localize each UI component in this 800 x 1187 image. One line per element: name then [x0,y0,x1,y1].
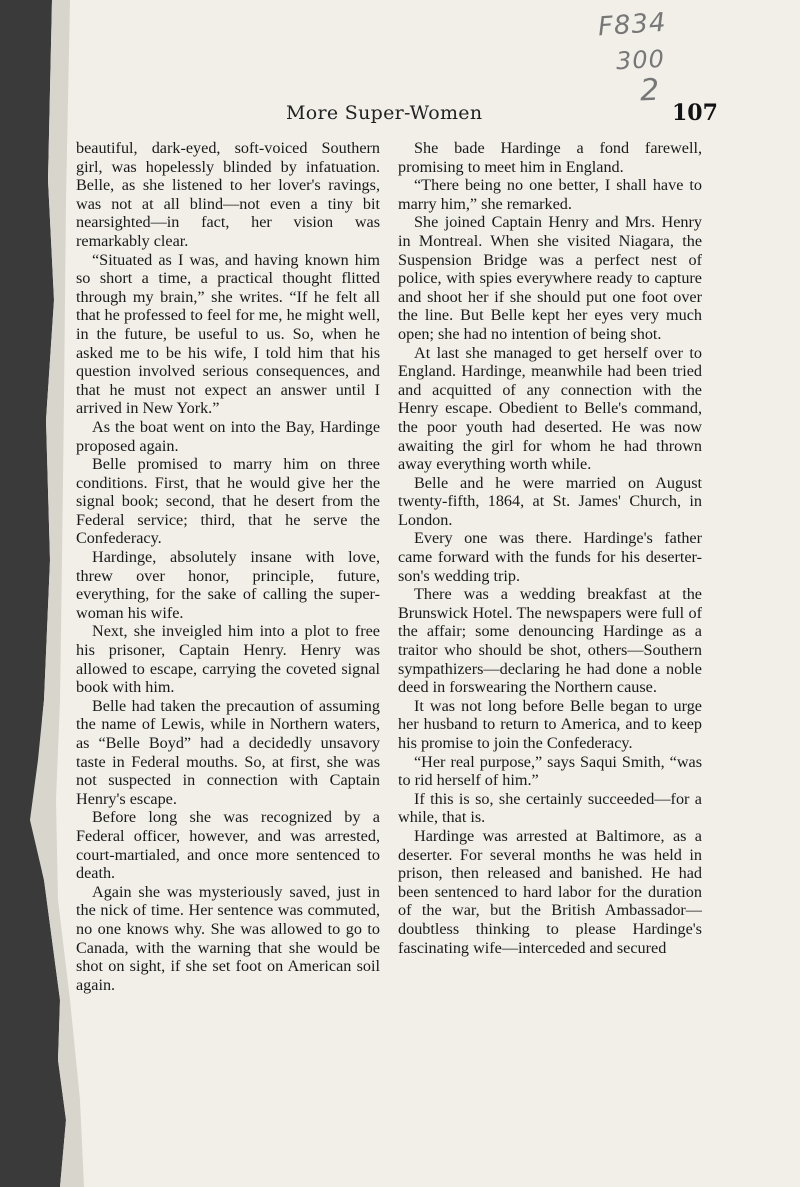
paragraph: It was not long before Belle began to urge her husband to return to America, and to keep his promise to join the Confederacy. [398,696,702,752]
paragraph: She bade Hardinge a fond farewell, promising to meet him in England. [398,139,702,176]
paragraph: As the boat went on into the Bay, Hardinge proposed again. [76,417,380,455]
paragraph: Every one was there. Hardinge's father came forward with the funds for his deserter-son's wedding trip. [398,529,702,585]
paragraph: “Situated as I was, and having known him so short a time, a practical thought flitted through my brain,” she writes. “If he felt all that he professed to feel for me, he might well, in the future, be useful to us. So, when he asked me to be his wife, I told him that his question involved serious consequences, and that he must not expect an answer until I arrived in New York.” [76,250,380,418]
handwritten-annotation: 300 [615,44,666,76]
paragraph: Hardinge, absolutely insane with love, threw over honor, principle, future, everything, for the sake of calling the super-woman his wife. [76,548,380,622]
paragraph: Belle had taken the precaution of assuming the name of Lewis, while in Northern waters, as “Belle Boyd” had a decidedly unsavory taste in Federal mouths. So, at first, she was not suspected in connection with Captain Henry's escape. [76,696,380,808]
paragraph: Hardinge was arrested at Baltimore, as a deserter. For several months he was held in prison, then released and banished. He had been sentenced to hard labor for the duration of the war, but the British Ambassador—doubtless thinking to please Hardinge's fascinating wife—interceded and secured [398,826,702,957]
paragraph: There was a wedding breakfast at the Brunswick Hotel. The newspapers were full of the affair; some denouncing Hardinge as a traitor who should be shot, others—Southern sympathizers—declaring he had done a noble deed in forswearing the Northern cause. [398,585,702,697]
paragraph: If this is so, she certainly succeeded—for a while, that is. [398,789,702,827]
paragraph: Before long she was recognized by a Federal officer, however, and was arrested, court-martialed, and once more sentenced to death. [76,808,380,883]
paragraph: At last she managed to get herself over to England. Hardinge, meanwhile had been tried and acquitted of any connection with the Henry escape. Obedient to Belle's command, the poor youth had deserted. He was now awaiting the girl for whom he had thrown away everything worth while. [398,343,702,474]
paragraph: Belle promised to marry him on three conditions. First, that he would give her the signal book; second, that he desert from the Federal service; third, that he serve the Confederacy. [76,455,380,548]
handwritten-annotation: F834 [597,7,668,43]
paragraph: She joined Captain Henry and Mrs. Henry in Montreal. When she visited Niagara, the Suspension Bridge was a perfect nest of police, with spies everywhere ready to capture and shoot her if she should put one foot over the line. But Belle kept her eyes very much open; she had no intention of being shot. [398,213,702,343]
text-column-left [76,139,380,994]
paragraph: Belle and he were married on August twenty-fifth, 1864, at St. James' Church, in London. [398,473,702,529]
paragraph: Again she was mysteriously saved, just in the nick of time. Her sentence was commuted, no one knows why. She was allowed to go to Canada, with the warning that she would be shot on sight, if she set foot on American soil again. [76,882,380,994]
running-title: More Super-Women [286,102,483,124]
paragraph: “Her real purpose,” says Saqui Smith, “was to rid herself of him.” [398,752,702,790]
paragraph: “There being no one better, I shall have to marry him,” she remarked. [398,176,702,213]
paragraph: beautiful, dark-eyed, soft-voiced Southern girl, was hopelessly blinded by infatuation. Belle, as she listened to her lover's ravings, was not at all blind—not even a tiny bit nearsighted—in fact, her vision was remarkably clear. [76,139,380,250]
text-column-right [398,139,702,957]
handwritten-annotation: 2 [639,72,661,109]
page-header [0,102,800,132]
page-number: 107 [672,100,718,126]
paragraph: Next, she inveigled him into a plot to free his prisoner, Captain Henry. Henry was allowed to escape, carrying the coveted signal book with him. [76,622,380,697]
